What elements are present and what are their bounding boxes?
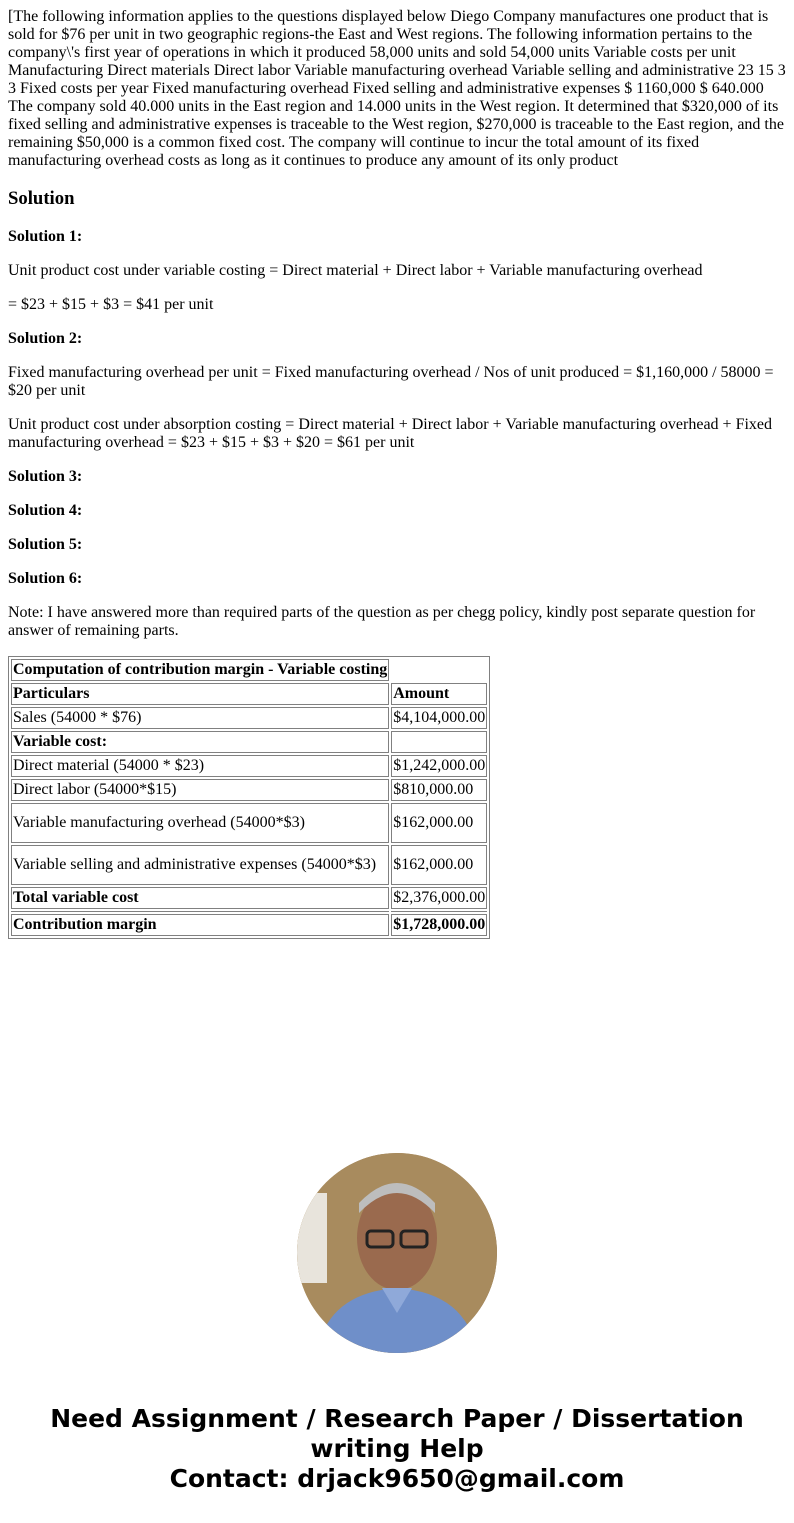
row-amount: $4,104,000.00	[391, 707, 487, 729]
solution-1-line-2: = $23 + $15 + $3 = $41 per unit	[8, 296, 214, 313]
row-amount: $162,000.00	[391, 803, 487, 843]
row-amount	[391, 731, 487, 753]
row-amount: $2,376,000.00	[391, 887, 487, 909]
row-label: Direct material (54000 * $23)	[11, 755, 389, 777]
footer-contact: Contact: drjack9650@gmail.com	[169, 1464, 625, 1493]
table-row-contribution	[11, 914, 487, 936]
table-row	[11, 845, 487, 885]
table-row	[11, 803, 487, 843]
solution-1-line-1: Unit product cost under variable costing = Direct material + Direct labor + Variable manufacturing overhead	[8, 262, 703, 279]
row-label: Direct labor (54000*$15)	[11, 779, 389, 801]
row-amount: $162,000.00	[391, 845, 487, 885]
solution-2-line-1: Fixed manufacturing overhead per unit = Fixed manufacturing overhead / Nos of unit produced = $1,160,000 / 58000 = $20 per unit	[8, 364, 774, 399]
header-particulars: Particulars	[11, 683, 389, 705]
table-title: Computation of contribution margin - Variable costing	[11, 659, 389, 681]
author-avatar	[297, 1153, 497, 1353]
row-label: Variable cost:	[11, 731, 389, 753]
header-amount: Amount	[391, 683, 487, 705]
row-label: Variable selling and administrative expenses (54000*$3)	[11, 845, 389, 885]
row-label: Contribution margin	[11, 914, 389, 936]
table-separator	[11, 911, 487, 912]
row-amount: $1,728,000.00	[391, 914, 487, 936]
contact-footer	[0, 1404, 794, 1494]
row-label: Sales (54000 * $76)	[11, 707, 389, 729]
separator-cell	[391, 911, 487, 912]
row-amount: $810,000.00	[391, 779, 487, 801]
solution-2-heading: Solution 2:	[8, 330, 83, 347]
solution-2-line-2: Unit product cost under absorption costing = Direct material + Direct labor + Variable manufacturing overhead + Fixed manufacturing overhead = $23 + $15 + $3 + $20 = $61 per unit	[8, 416, 773, 451]
row-label: Variable manufacturing overhead (54000*$3)	[11, 803, 389, 843]
row-amount: $1,242,000.00	[391, 755, 487, 777]
row-label: Total variable cost	[11, 887, 389, 909]
table-row	[11, 755, 487, 777]
solution-3-heading: Solution 3:	[8, 468, 83, 485]
table-title-row	[11, 659, 487, 681]
footer-line-2: writing Help	[310, 1434, 484, 1463]
person-photo-icon	[297, 1153, 497, 1353]
solution-1-heading: Solution 1:	[8, 228, 83, 245]
solution-heading: Solution	[8, 188, 75, 209]
question-text: [The following information applies to the questions displayed below Diego Company manufactures one product that is sold for $76 per unit in two geographic regions-the East and West regions. The following information pertains to the company\'s first year of operations in which it produced 58,000 units and sold 54,000 units Variable costs per unit Manufacturing Direct materials Direct labor Variable manufacturing overhead Variable selling and administrative 23 15 3 3 Fixed costs per year Fixed manufacturing overhead Fixed selling and administrative expenses $ 1160,000 $ 640.000 The company sold 40.000 units in the East region and 14.000 units in the West region. It determined that $320,000 of its fixed selling and administrative expenses is traceable to the West region, $270,000 is traceable to the East region, and the remaining $50,000 is a common fixed cost. The company will continue to incur the total amount of its fixed manufacturing overhead costs as long as it continues to produce any amount of its only product	[8, 8, 786, 169]
table-row	[11, 731, 487, 753]
table-header-row	[11, 683, 487, 705]
solution-4-heading: Solution 4:	[8, 502, 83, 519]
solution-5-heading: Solution 5:	[8, 536, 83, 553]
table-row-total	[11, 887, 487, 909]
contribution-margin-table	[8, 656, 490, 939]
table-row	[11, 779, 487, 801]
table-row	[11, 707, 487, 729]
footer-line-1: Need Assignment / Research Paper / Dissertation	[50, 1404, 744, 1433]
note-text: Note: I have answered more than required parts of the question as per chegg policy, kindly post separate question for answer of remaining parts.	[8, 604, 756, 639]
solution-6-heading: Solution 6:	[8, 570, 83, 587]
separator-cell	[11, 911, 389, 912]
